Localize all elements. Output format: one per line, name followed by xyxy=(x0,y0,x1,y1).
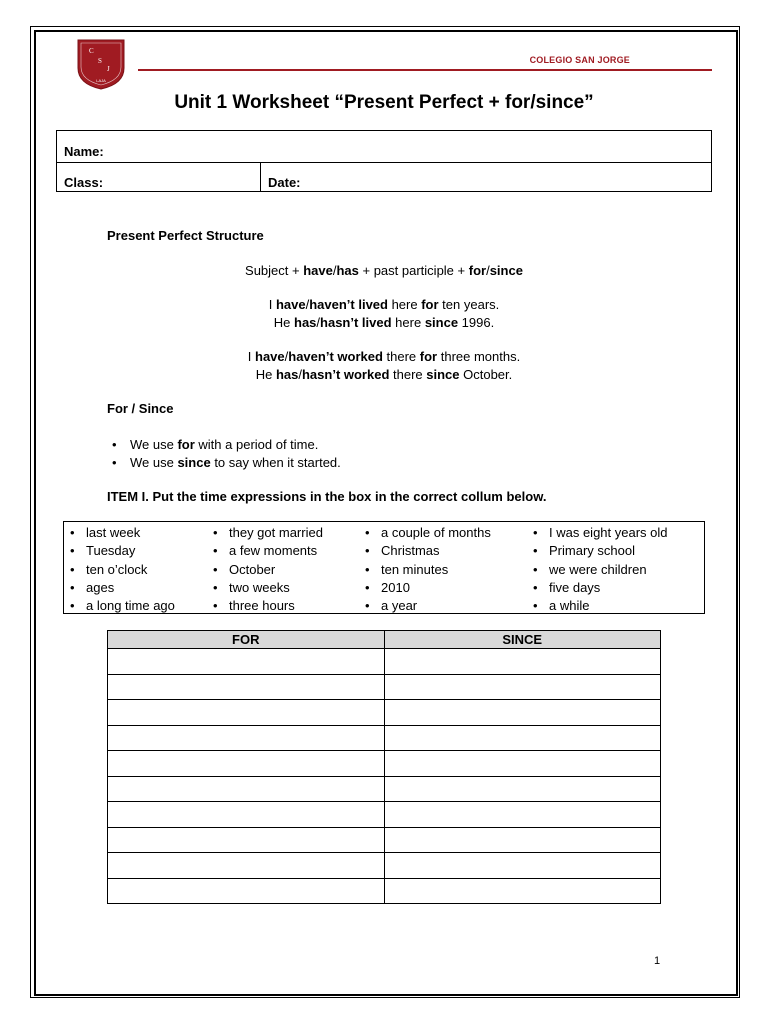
time-expression: • I was eight years old xyxy=(527,524,668,542)
answer-row xyxy=(108,776,661,802)
time-expression: • two weeks xyxy=(207,579,323,597)
since-answer-cell[interactable] xyxy=(384,725,661,751)
time-expression: • 2010 xyxy=(359,579,491,597)
answer-row xyxy=(108,827,661,853)
for-answer-cell[interactable] xyxy=(108,878,385,904)
time-expression: • a while xyxy=(527,597,668,615)
info-divider xyxy=(260,162,261,192)
since-answer-cell[interactable] xyxy=(384,649,661,675)
svg-text:LAJA: LAJA xyxy=(96,78,106,83)
answer-row xyxy=(108,853,661,879)
rule-bullet: • We use for with a period of time. xyxy=(130,437,318,452)
word-column xyxy=(527,524,668,615)
word-column xyxy=(207,524,323,615)
for-answer-cell[interactable] xyxy=(108,700,385,726)
svg-text:C: C xyxy=(89,47,94,55)
time-expression: • Tuesday xyxy=(64,542,175,560)
worksheet-title: Unit 1 Worksheet “Present Perfect + for/since” xyxy=(174,92,594,113)
since-answer-cell[interactable] xyxy=(384,776,661,802)
answer-row xyxy=(108,802,661,828)
since-answer-cell[interactable] xyxy=(384,853,661,879)
rule-bullet: • We use since to say when it started. xyxy=(130,455,341,470)
word-column xyxy=(64,524,175,615)
since-answer-cell[interactable] xyxy=(384,751,661,777)
answer-row xyxy=(108,751,661,777)
time-expressions-box xyxy=(63,521,705,614)
svg-text:J: J xyxy=(107,65,110,73)
time-expression: • a year xyxy=(359,597,491,615)
svg-text:S: S xyxy=(98,57,102,65)
time-expression: • October xyxy=(207,561,323,579)
for-answer-cell[interactable] xyxy=(108,776,385,802)
item1-instruction: ITEM I. Put the time expressions in the box in the correct collum below. xyxy=(107,489,547,504)
since-answer-cell[interactable] xyxy=(384,878,661,904)
since-answer-cell[interactable] xyxy=(384,700,661,726)
for-answer-cell[interactable] xyxy=(108,802,385,828)
time-expression: • we were children xyxy=(527,561,668,579)
time-expression: • last week xyxy=(64,524,175,542)
for-since-answer-table xyxy=(107,630,661,904)
answer-row xyxy=(108,649,661,675)
name-row xyxy=(57,131,711,163)
for-column-header: FOR xyxy=(108,631,385,649)
class-label: Class: xyxy=(64,175,104,190)
for-answer-cell[interactable] xyxy=(108,649,385,675)
time-expression: • a couple of months xyxy=(359,524,491,542)
time-expression: • Christmas xyxy=(359,542,491,560)
time-expression: • they got married xyxy=(207,524,323,542)
time-expression: • five days xyxy=(527,579,668,597)
page-number: 1 xyxy=(654,955,661,967)
word-column xyxy=(359,524,491,615)
answer-row xyxy=(108,674,661,700)
student-info-box xyxy=(56,130,712,192)
for-answer-cell[interactable] xyxy=(108,725,385,751)
since-answer-cell[interactable] xyxy=(384,827,661,853)
for-since-heading: For / Since xyxy=(107,401,174,416)
time-expression: • a few moments xyxy=(207,542,323,560)
since-answer-cell[interactable] xyxy=(384,802,661,828)
for-answer-cell[interactable] xyxy=(108,751,385,777)
example-sentence: He has/hasn’t lived here since 1996. xyxy=(273,315,495,330)
time-expression: • ten minutes xyxy=(359,561,491,579)
structure-formula: Subject + have/has + past participle + for/since xyxy=(245,263,523,278)
since-answer-cell[interactable] xyxy=(384,674,661,700)
time-expression: • three hours xyxy=(207,597,323,615)
for-answer-cell[interactable] xyxy=(108,674,385,700)
header-rule xyxy=(138,69,712,71)
time-expression: • ten o’clock xyxy=(64,561,175,579)
for-answer-cell[interactable] xyxy=(108,853,385,879)
since-column-header: SINCE xyxy=(384,631,661,649)
example-sentence: He has/hasn’t worked there since October. xyxy=(255,367,513,382)
time-expression: • Primary school xyxy=(527,542,668,560)
for-answer-cell[interactable] xyxy=(108,827,385,853)
time-expression: • ages xyxy=(64,579,175,597)
answer-row xyxy=(108,878,661,904)
structure-heading: Present Perfect Structure xyxy=(107,228,264,243)
time-expression: • a long time ago xyxy=(64,597,175,615)
date-label: Date: xyxy=(268,175,301,190)
answer-row xyxy=(108,700,661,726)
example-sentence: I have/haven’t lived here for ten years. xyxy=(268,297,500,312)
answer-row xyxy=(108,725,661,751)
example-sentence: I have/haven’t worked there for three months. xyxy=(247,349,521,364)
school-name: COLEGIO SAN JORGE xyxy=(529,55,630,65)
name-label: Name: xyxy=(64,144,104,159)
